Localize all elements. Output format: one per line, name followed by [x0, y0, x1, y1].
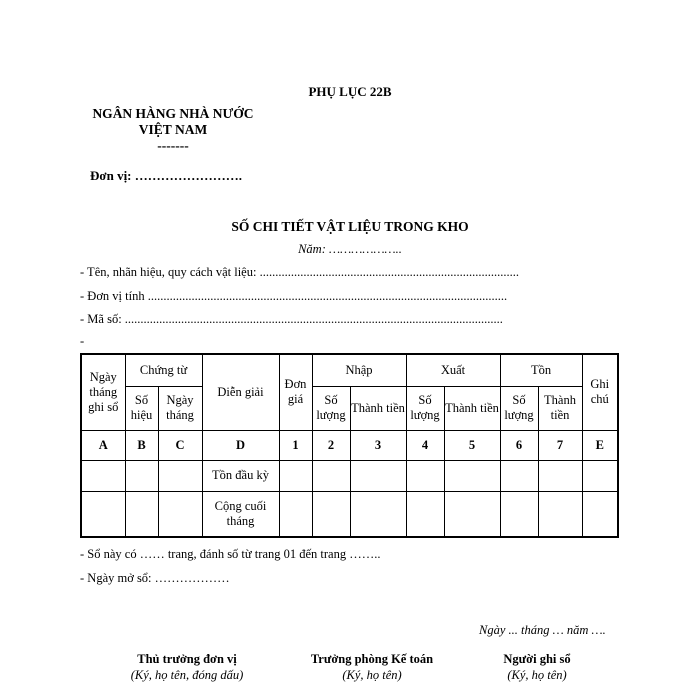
code-cell: 4 [406, 430, 444, 460]
header-in: Nhập [312, 354, 406, 386]
signature-chief-accountant [287, 651, 457, 683]
table-cell [350, 460, 406, 491]
issuer-line-1: NGÂN HÀNG NHÀ NƯỚC [92, 106, 254, 121]
table-cell [279, 491, 312, 537]
signature-title: Thủ trưởng đơn vị [137, 652, 237, 666]
year-line: Năm: ……………….. [298, 242, 402, 256]
table-cell [406, 460, 444, 491]
field-extra: - [80, 334, 85, 348]
table-cell [125, 460, 158, 491]
signature-title: Người ghi sổ [503, 652, 571, 666]
table-cell [538, 491, 582, 537]
field-code: - Mã số: ......................................................................................................................... [80, 312, 503, 326]
appendix-label: PHỤ LỤC 22B [308, 84, 392, 99]
table-cell [125, 491, 158, 537]
header-stock-quantity: Số lượng [500, 386, 538, 430]
issuer-block [88, 106, 258, 154]
unit-label: Đơn vị: [90, 168, 132, 183]
table-cell [582, 491, 618, 537]
header-in-amount: Thành tiền [350, 386, 406, 430]
signature-note: (Ký, họ tên) [507, 668, 567, 682]
header-voucher-date: Ngày tháng [158, 386, 202, 430]
code-cell: B [125, 430, 158, 460]
code-cell: 2 [312, 430, 350, 460]
code-cell: C [158, 430, 202, 460]
unit-line [90, 168, 242, 184]
table-cell [500, 491, 538, 537]
signature-note: (Ký, họ tên, đóng dấu) [130, 668, 244, 682]
code-cell: D [202, 430, 279, 460]
column-code-row [81, 430, 618, 460]
header-out-quantity: Số lượng [406, 386, 444, 430]
header-stock-amount: Thành tiền [538, 386, 582, 430]
header-note: Ghi chú [582, 354, 618, 430]
code-cell: 3 [350, 430, 406, 460]
header-row-2 [81, 386, 618, 430]
header-out-amount: Thành tiền [444, 386, 500, 430]
header-row-1 [81, 354, 618, 386]
closing-total-label: Cộng cuối tháng [202, 491, 279, 537]
table-cell [444, 491, 500, 537]
table-cell [81, 460, 125, 491]
signature-bookkeeper [452, 651, 622, 683]
table-cell [312, 491, 350, 537]
opening-balance-row [81, 460, 618, 491]
opening-balance-label: Tồn đầu kỳ [202, 460, 279, 491]
issuer-divider: ------- [157, 138, 189, 153]
table-cell [538, 460, 582, 491]
code-cell: 1 [279, 430, 312, 460]
field-unit-of-measure: - Đơn vị tính ................................................................................................................... [80, 289, 508, 303]
table-cell [279, 460, 312, 491]
signature-head-of-unit [102, 651, 272, 683]
code-cell: E [582, 430, 618, 460]
table-cell [158, 491, 202, 537]
table-cell [406, 491, 444, 537]
closing-total-row [81, 491, 618, 537]
code-cell: 7 [538, 430, 582, 460]
table-cell [81, 491, 125, 537]
header-unit-price: Đơn giá [279, 354, 312, 430]
header-in-quantity: Số lượng [312, 386, 350, 430]
signing-date: Ngày ... tháng … năm …. [479, 623, 606, 637]
table-cell [582, 460, 618, 491]
table-cell [350, 491, 406, 537]
header-date: Ngày tháng ghi sổ [81, 354, 125, 430]
issuer-line-2: VIỆT NAM [138, 122, 208, 137]
document-title: SỐ CHI TIẾT VẬT LIỆU TRONG KHO [231, 219, 469, 234]
code-cell: A [81, 430, 125, 460]
unit-value: ……………………. [131, 168, 243, 183]
table-cell [444, 460, 500, 491]
code-cell: 5 [444, 430, 500, 460]
signature-note: (Ký, họ tên) [342, 668, 402, 682]
signature-title: Trưởng phòng Kế toán [310, 652, 434, 666]
open-date-note: - Ngày mở sổ: ……………… [80, 571, 230, 585]
table-cell [312, 460, 350, 491]
header-out: Xuất [406, 354, 500, 386]
code-cell: 6 [500, 430, 538, 460]
table-cell [500, 460, 538, 491]
header-stock: Tồn [500, 354, 582, 386]
header-voucher: Chứng từ [125, 354, 202, 386]
material-ledger-table [80, 353, 619, 538]
table-cell [158, 460, 202, 491]
header-voucher-number: Số hiệu [125, 386, 158, 430]
header-description: Diễn giải [202, 354, 279, 430]
field-material-name: - Tên, nhãn hiệu, quy cách vật liệu: ................................................................................... [80, 265, 519, 279]
page-count-note: - Sổ này có …… trang, đánh số từ trang 01 đến trang …….. [80, 547, 381, 561]
